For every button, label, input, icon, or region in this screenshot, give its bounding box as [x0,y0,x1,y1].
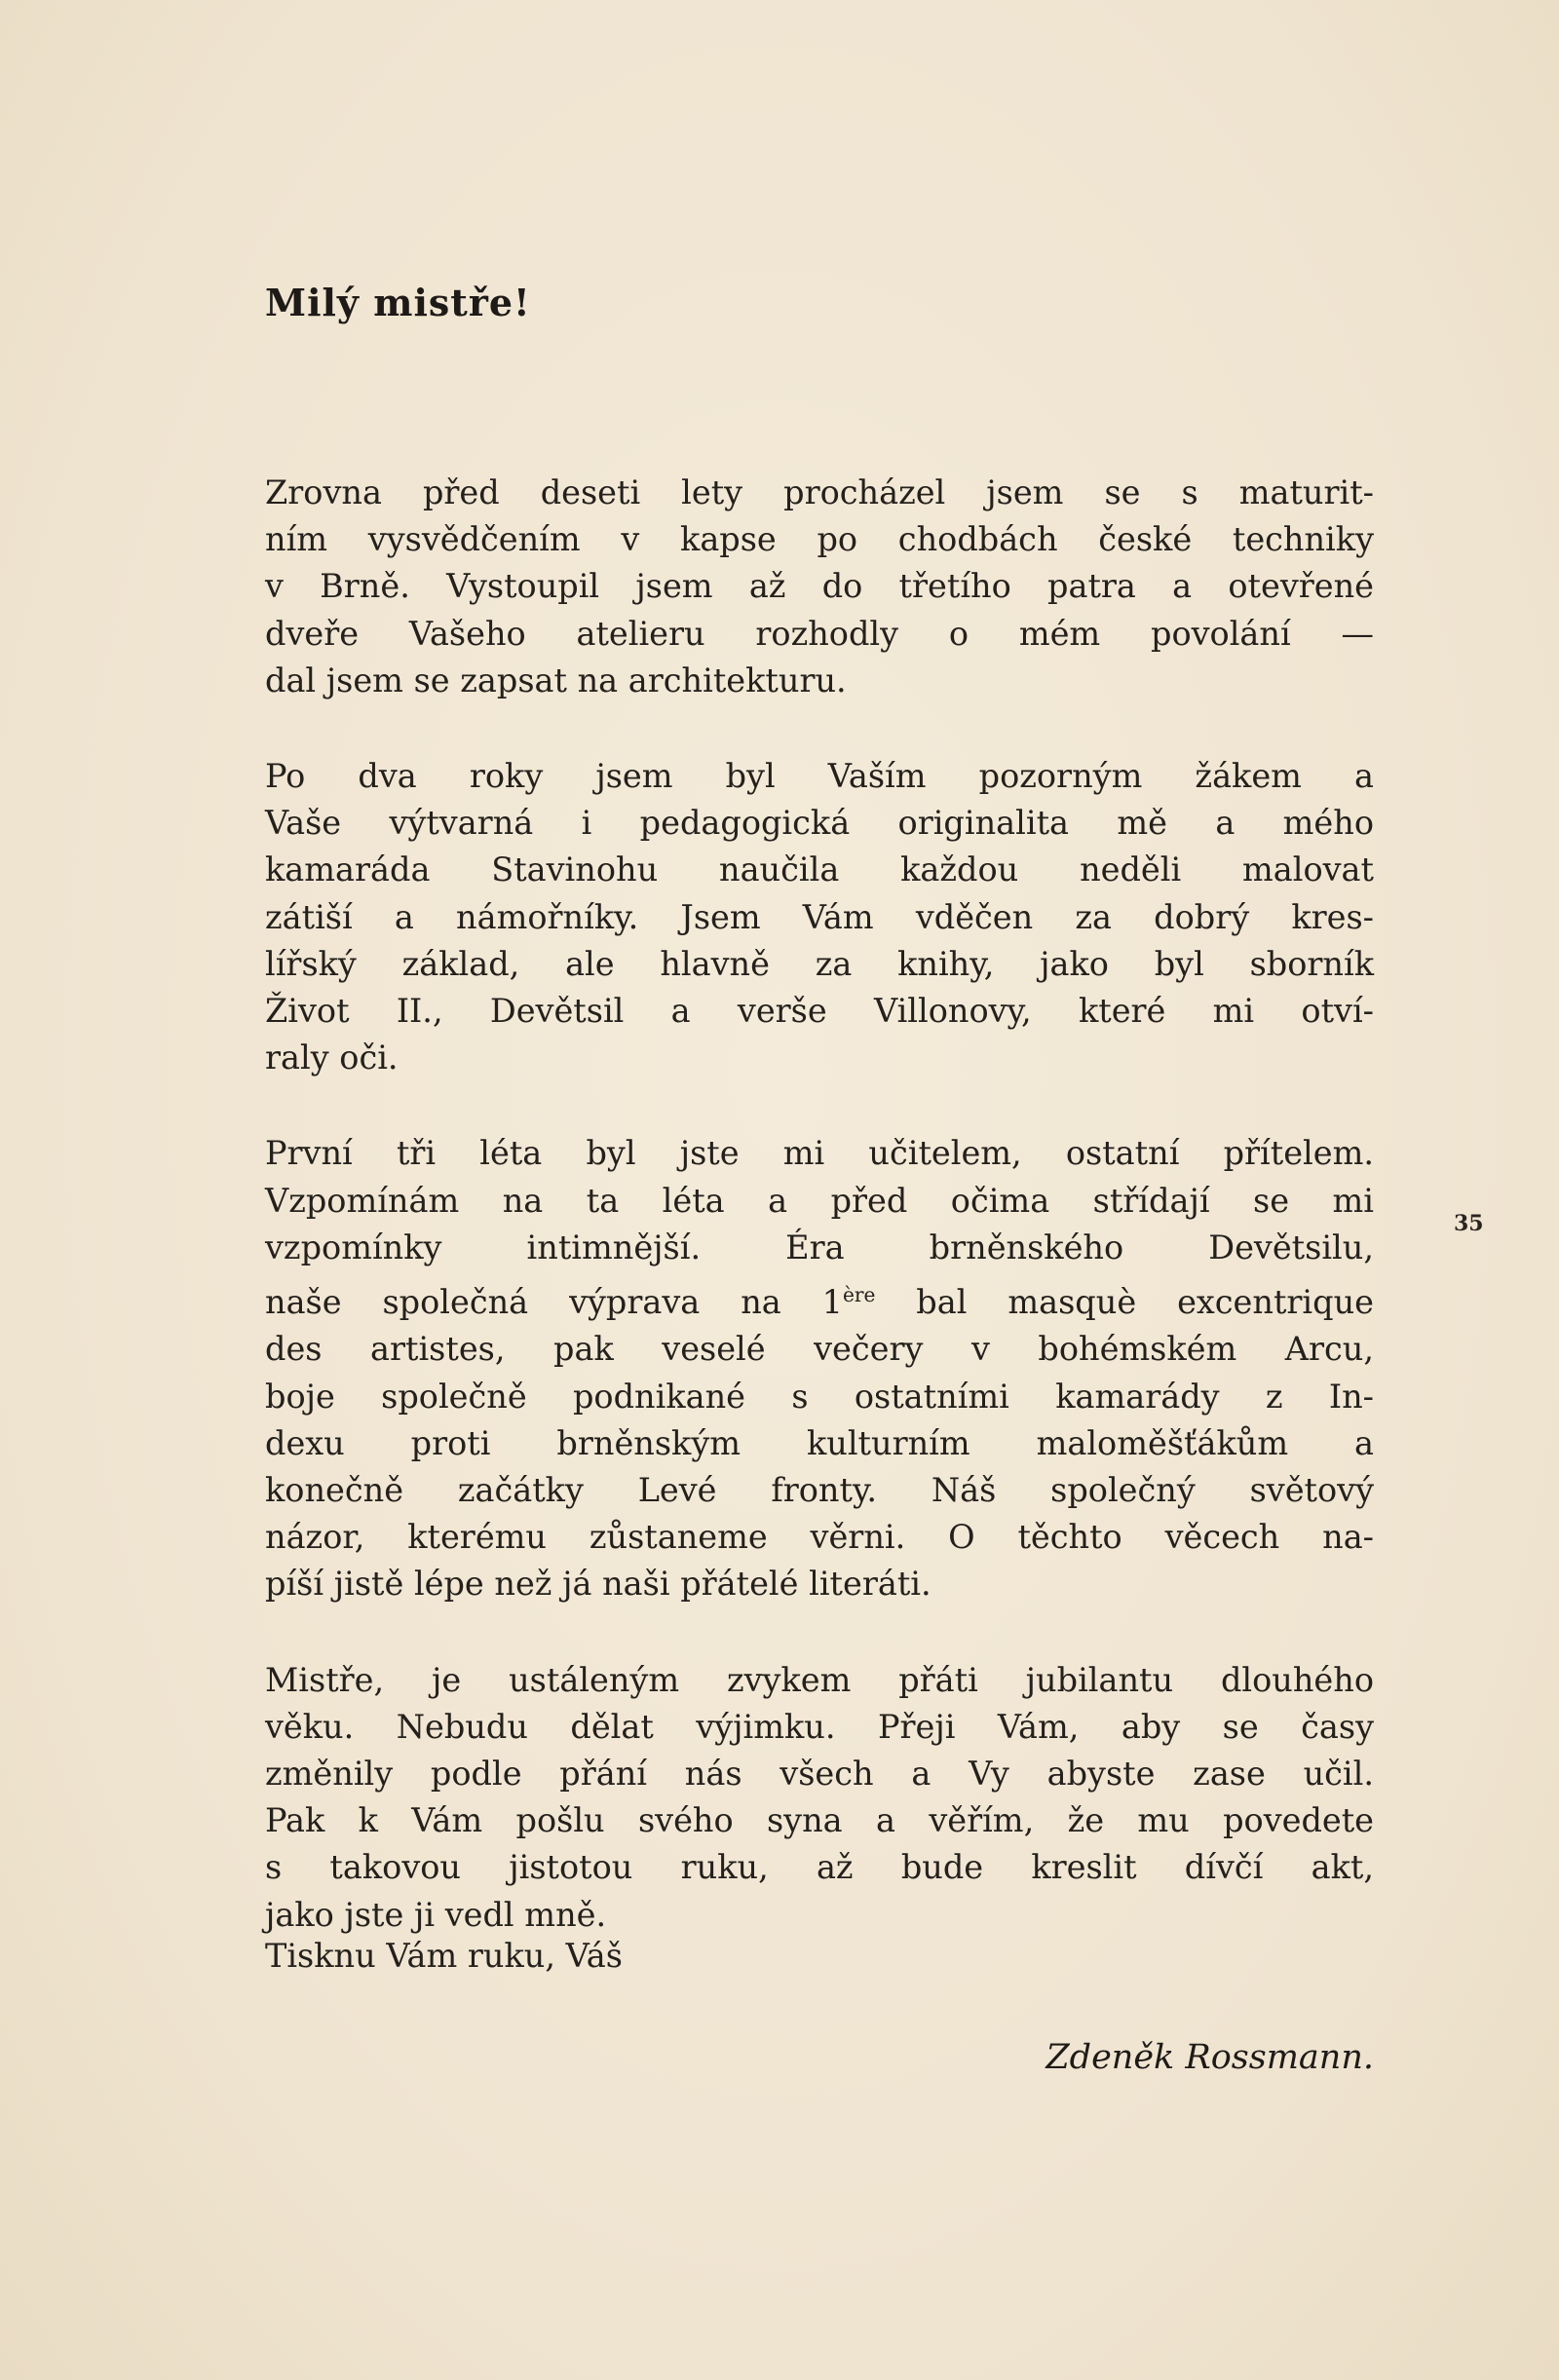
text-line: des artistes, pak veselé večery v bohémském Arcu, [265,1330,1374,1369]
text-line: změnily podle přání nás všech a Vy abyste zase učil. [265,1755,1374,1794]
text-line: Život II., Devětsil a verše Villonovy, které mi otví- [265,992,1374,1031]
text-line: dal jsem se zapsat na architekturu. [265,661,847,699]
text-line: Po dva roky jsem byl Vaším pozorným žákem a [265,757,1374,796]
text-line: v Brně. Vystoupil jsem až do třetího patra a otevřené [265,567,1374,606]
text-line: Pak k Vám pošlu svého syna a věřím, že mu povedete [265,1801,1374,1840]
text-line: dveře Vašeho atelieru rozhodly o mém povolání — [265,614,1374,653]
letter-salutation: Milý mistře! [265,281,531,324]
text-line: věku. Nebudu dělat výjimku. Přeji Vám, aby se časy [265,1707,1374,1746]
paragraph-1 [265,470,1374,704]
text-line: První tři léta byl jste mi učitelem, ostatní přítelem. [265,1134,1374,1173]
text-line: Vaše výtvarná i pedagogická originalita mě a mého [265,804,1374,843]
text-line: ním vysvědčením v kapse po chodbách české techniky [265,520,1374,559]
text-line: raly oči. [265,1039,399,1077]
text-line: kamaráda Stavinohu naučila každou neděli malovat [265,850,1374,889]
text-line: konečně začátky Levé fronty. Náš společný světový [265,1471,1374,1510]
letter-body [265,470,1374,1987]
text-line: Vzpomínám na ta léta a před očima střídají se mi [265,1181,1374,1220]
page-number: 35 [1454,1211,1484,1236]
text-line: jako jste ji vedl mně. [265,1895,607,1934]
text-line: zátiší a námořníky. Jsem Vám vděčen za dobrý kres- [265,897,1374,936]
text-line: Mistře, je ustáleným zvykem přáti jubilantu dlouhého [265,1660,1374,1699]
text-line: s takovou jistotou ruku, až bude kreslit dívčí akt, [265,1848,1374,1887]
text-line: naše společná výprava na 1ère bal masquè excentrique [265,1283,1374,1322]
paragraph-2 [265,753,1374,1081]
letter-closing: Tisknu Vám ruku, Váš [265,1937,623,1975]
text-line: názor, kterému zůstaneme věrni. O těchto věcech na- [265,1518,1374,1557]
text-line: dexu proti brněnským kulturním maloměšťákům a [265,1423,1374,1462]
paragraph-3 [265,1130,1374,1607]
text-line: lířský základ, ale hlavně za knihy, jako byl sborník [265,944,1374,983]
text-line: píší jistě lépe než já naši přátelé literáti. [265,1565,932,1604]
text-line: vzpomínky intimnější. Éra brněnského Devětsilu, [265,1228,1374,1266]
paragraph-4 [265,1657,1374,1939]
text-line: boje společně podnikané s ostatními kamarády z In- [265,1377,1374,1416]
letter-signature: Zdeněk Rossmann. [1046,2038,1374,2077]
text-line: Zrovna před deseti lety procházel jsem se s maturit- [265,473,1374,511]
superscript-text: ère [842,1283,876,1307]
